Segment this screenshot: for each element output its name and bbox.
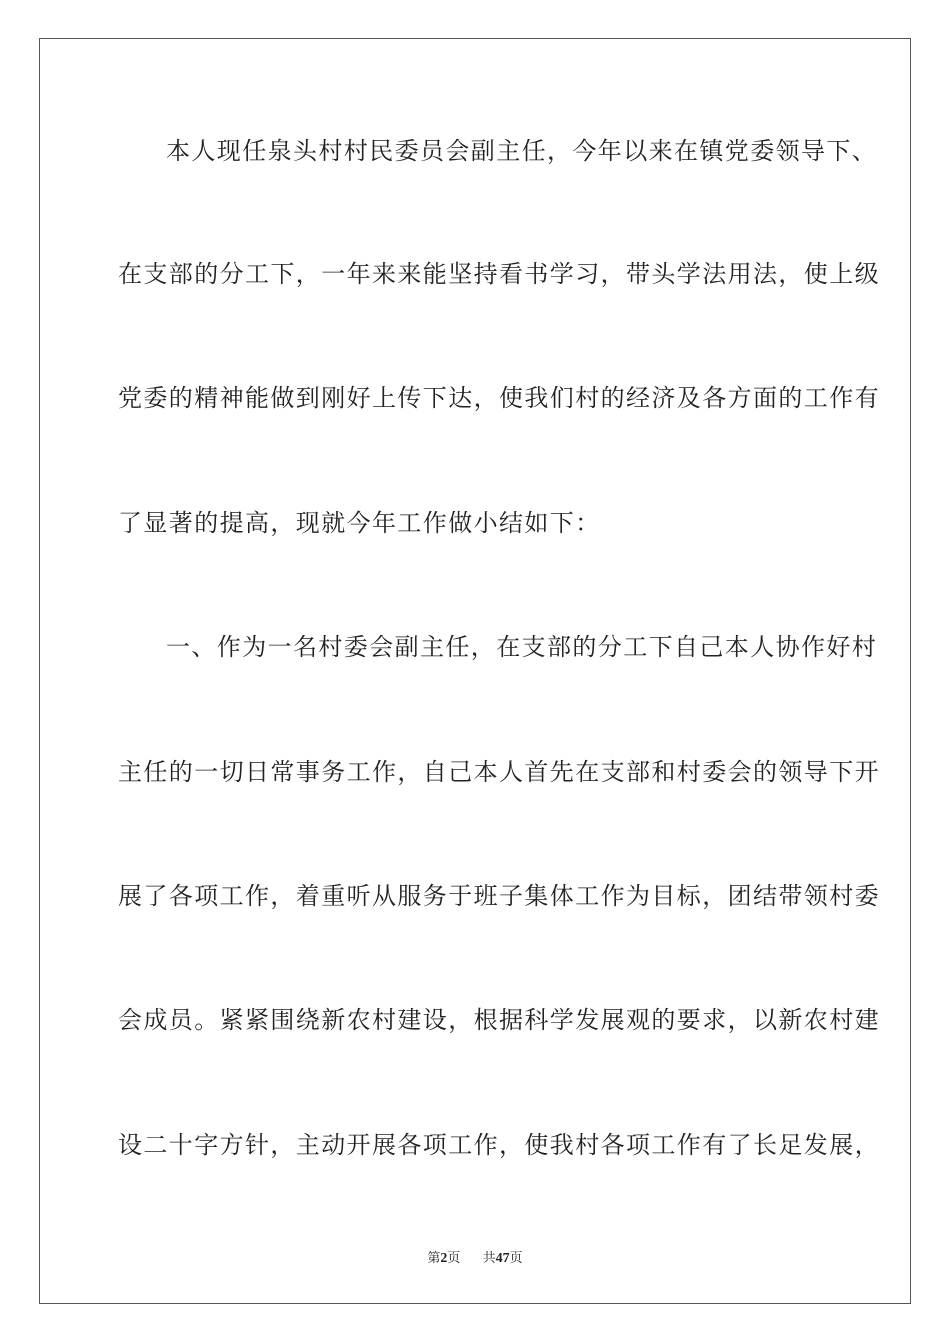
paragraph-line: 会成员。紧紧围绕新农村建设，根据科学发展观的要求，以新农村建: [118, 1006, 880, 1034]
page-number: 2: [440, 1251, 448, 1266]
page-border: [39, 38, 911, 1304]
paragraph-line: 本人现任泉头村村民委员会副主任，今年以来在镇党委领导下、: [166, 137, 878, 165]
page-suffix: 页: [447, 1251, 461, 1266]
total-pages-number: 47: [495, 1251, 510, 1266]
paragraph-line: 了显著的提高，现就今年工作做小结如下：: [118, 509, 601, 537]
paragraph-line: 一、作为一名村委会副主任，在支部的分工下自己本人协作好村: [166, 633, 878, 661]
paragraph-line: 主任的一切日常事务工作，自己本人首先在支部和村委会的领导下开: [118, 758, 880, 786]
total-suffix: 页: [509, 1251, 523, 1266]
page-prefix: 第: [427, 1251, 441, 1266]
paragraph-line: 展了各项工作，着重听从服务于班子集体工作为目标，团结带领村委: [118, 882, 880, 910]
paragraph-line: 党委的精神能做到刚好上传下达，使我们村的经济及各方面的工作有: [118, 384, 880, 412]
paragraph-line: 在支部的分工下，一年来来能坚持看书学习，带头学法用法，使上级: [118, 260, 880, 288]
paragraph-line: 设二十字方针，主动开展各项工作，使我村各项工作有了长足发展，: [118, 1131, 880, 1159]
total-pages-label: [483, 1251, 523, 1266]
page-footer: [0, 1247, 950, 1267]
page-label: [427, 1251, 464, 1266]
total-prefix: 共: [482, 1251, 496, 1266]
